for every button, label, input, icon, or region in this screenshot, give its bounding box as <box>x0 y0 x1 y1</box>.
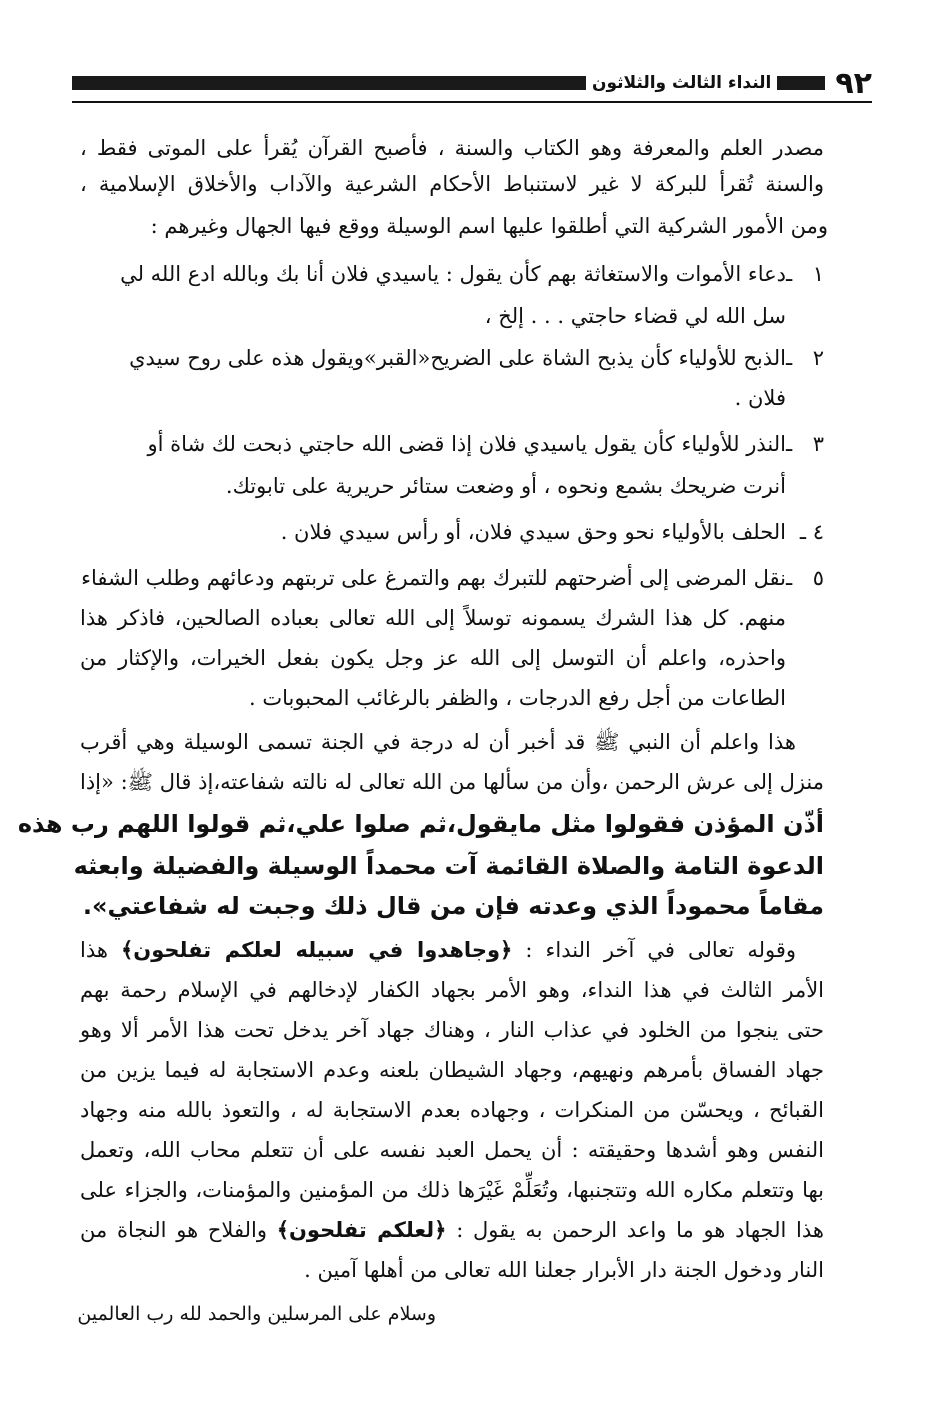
text-span: هذا الجهاد هو ما واعد الرحمن به يقول : <box>446 1218 824 1242</box>
list-text: نقل المرضى إلى أضرحتهم للتبرك بهم والتمرغ على تربتهم ودعائهم وطلب الشفاء <box>81 566 786 590</box>
list-item-5 <box>80 560 824 596</box>
text-line: منزل إلى عرش الرحمن ،وأن من سألها من الله تعالى له نالته شفاعته،إذ قال ﷺ: «إذا <box>80 770 824 794</box>
list-text: الحلف بالأولياء نحو وحق سيدي فلان، أو رأس سيدي فلان . <box>280 520 786 544</box>
header-rule <box>72 101 872 103</box>
text-line: فلان . <box>734 386 786 410</box>
text-line: النار ودخول الجنة دار الأبرار جعلنا الله تعالى من أهلها آمين . <box>304 1258 824 1282</box>
text-line: الطاعات من أجل رفع الدرجات ، والظفر بالرغائب المحبوبات . <box>249 686 786 710</box>
list-text: النذر للأولياء كأن يقول ياسيدي فلان إذا قضى الله حاجتي ذبحت لك شاة أو <box>147 432 786 456</box>
text-line: الأمر الثالث في هذا النداء، وهو الأمر بجهاد الكفار لإدخالهم في الإسلام رحمة بهم <box>80 978 824 1002</box>
text-line: منهم. كل هذا الشرك يسمونه توسلاً إلى الله تعالى بعباده الصالحين، فاذكر هذا <box>80 606 786 630</box>
text-span: هذا <box>80 938 121 962</box>
list-item-1 <box>80 256 824 292</box>
list-number: ١ ـ <box>786 262 824 286</box>
text-line: هذا واعلم أن النبي ﷺ قد أخبر أن له درجة في الجنة تسمى الوسيلة وهي أقرب <box>80 730 796 754</box>
text-line: ومن الأمور الشركية التي أطلقوا عليها اسم الوسيلة ووقع فيها الجهال وغيرهم : <box>150 214 828 238</box>
text-line: النفس وهو أشدها وحقيقته : أن يحمل العبد نفسه على أن تتعلم محاب الله، وتعمل <box>80 1138 824 1162</box>
chapter-title: النداء الثالث والثلاثون <box>591 73 772 93</box>
text-line: والسنة تُقرأ للبركة لا غير لاستنباط الأحكام الشرعية والآداب والأخلاق الإسلامية ، <box>80 172 824 196</box>
quran-verse: ﴿لعلكم تفلحون﴾ <box>276 1218 447 1242</box>
hadith-text: الدعوة التامة والصلاة القائمة آت محمداً الوسيلة والفضيلة وابعثه <box>73 852 824 880</box>
text-line: مصدر العلم والمعرفة وهو الكتاب والسنة ، فأصبح القرآن يُقرأ على الموتى فقط ، <box>80 136 824 160</box>
list-item-2 <box>80 340 824 376</box>
text-line: بها وتتعلم مكاره الله وتتجنبها، وتُعَلِّمْ غَيْرَها ذلك من المؤمنين والمؤمنات، والجزاء على <box>80 1178 824 1202</box>
list-number: ٣ ـ <box>786 432 824 456</box>
hadith-text: مقاماً محموداً الذي وعدته فإن من قال ذلك وجبت له شفاعتي». <box>82 892 824 920</box>
text-line: القبائح ، ويحسّن من المنكرات ، وجهاده بعدم الاستجابة له ، والتعوذ بالله منه وجهاد <box>80 1098 824 1122</box>
list-text: الذبح للأولياء كأن يذبح الشاة على الضريح«القبر»ويقول هذه على روح سيدي <box>129 346 786 370</box>
list-item-4 <box>281 514 824 550</box>
list-number: ٤ ـ <box>799 520 824 544</box>
text-line: سل الله لي قضاء حاجتي . . . إلخ ، <box>484 304 786 328</box>
text-line: جهاد الفساق بأمرهم ونهيهم، وجهاد الشيطان بلعنه وعدم الاستجابة له فيما يزين من <box>80 1058 824 1082</box>
header-ornament-bar <box>777 76 825 90</box>
quran-verse: ﴿وجاهدوا في سبيله لعلكم تفلحون﴾ <box>121 938 513 962</box>
running-header <box>72 62 872 104</box>
list-number: ٢ ـ <box>786 346 824 370</box>
text-line: واحذره، واعلم أن التوسل إلى الله عز وجل يكون بفعل الخيرات، والإكثار من <box>80 646 786 670</box>
text-line <box>80 932 796 968</box>
text-line <box>80 1212 824 1248</box>
text-line: أنرت ضريحك بشمع ونحوه ، أو وضعت ستائر حريرية على تابوتك. <box>225 474 786 498</box>
list-number: ٥ ـ <box>786 566 824 590</box>
text-span: والفلاح هو النجاة من <box>80 1218 277 1242</box>
page-number: ٩٢ <box>835 65 872 101</box>
text-span: وقوله تعالى في آخر النداء : <box>512 938 796 962</box>
text-line: حتى ينجوا من الخلود في عذاب النار ، وهناك جهاد آخر يدخل تحت هذا الأمر ألا وهو <box>80 1018 824 1042</box>
signoff: وسلام على المرسلين والحمد لله رب العالمين <box>77 1303 436 1325</box>
header-ornament-bar <box>72 76 586 90</box>
list-text: دعاء الأموات والاستغاثة بهم كأن يقول : ياسيدي فلان أنا بك وبالله ادع الله لي <box>120 262 786 286</box>
hadith-text: أذّن المؤذن فقولوا مثل مايقول،ثم صلوا علي،ثم قولوا اللهم رب هذه <box>17 810 824 838</box>
list-item-3 <box>80 426 824 462</box>
